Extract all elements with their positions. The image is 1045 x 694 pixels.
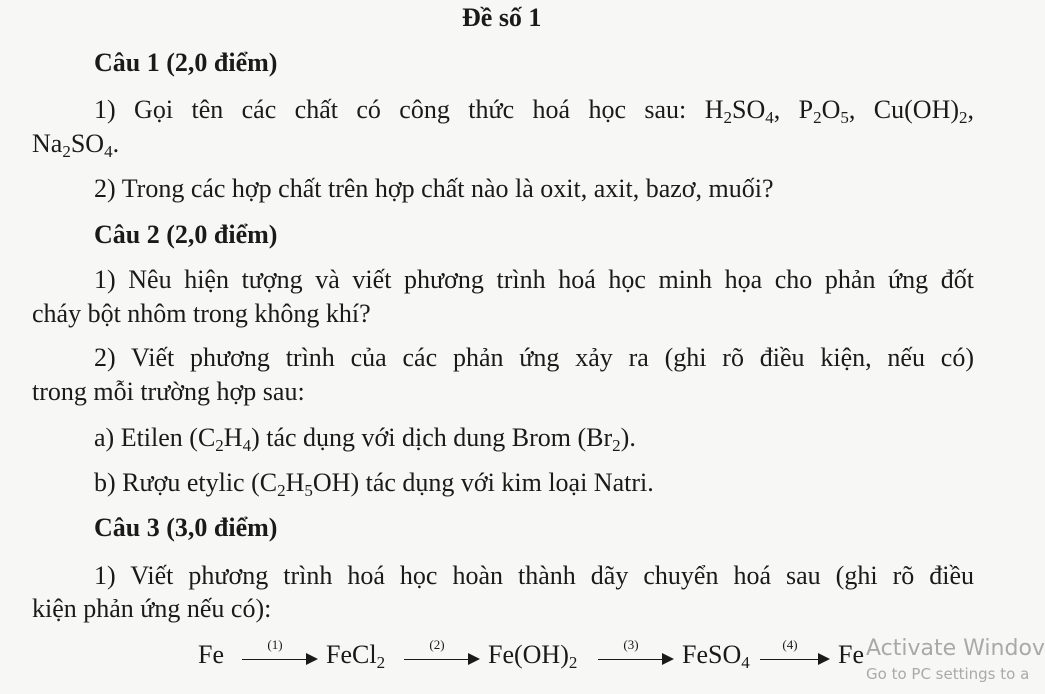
question-2-part-2-line-1: 2) Viết phương trình của các phản ứng xảy ra (ghi rõ điều kiện, nếu có) bbox=[94, 343, 974, 372]
question-2-part-1-line-1: 1) Nêu hiện tượng và viết phương trình hoá học minh họa cho phản ứng đốt bbox=[94, 265, 974, 294]
activate-windows-watermark: Activate Windov bbox=[866, 636, 1045, 661]
q1-p1-text: 1) Gọi tên các chất có công thức hoá học sau: bbox=[94, 95, 687, 124]
chain-node-feoh2: $Fe(OH)_2$ bbox=[488, 640, 578, 672]
question-1-part-1 bbox=[94, 95, 974, 125]
chain-arrow-1 bbox=[242, 638, 318, 674]
activate-windows-subtext: Go to PC settings to a bbox=[866, 665, 1030, 683]
arrow-head-icon bbox=[306, 653, 318, 665]
question-2-heading: Câu 2 (2,0 điểm) bbox=[94, 220, 278, 249]
arrow-head-icon bbox=[468, 653, 480, 665]
question-2-part-1-line-2: cháy bột nhôm trong không khí? bbox=[32, 299, 371, 328]
question-2-item-a: a) Etilen $(C_2H_4)$ tác dụng với dịch dung Brom $(Br_2)$. bbox=[94, 423, 636, 455]
formula-cuoh2: $Cu(OH)_2$, bbox=[873, 95, 975, 127]
chain-arrow-3 bbox=[598, 638, 674, 674]
chain-node-fe-final: Fe bbox=[838, 640, 864, 669]
chain-node-feso4: FeSO$_4$ bbox=[682, 640, 750, 672]
arrow-head-icon bbox=[818, 653, 830, 665]
question-3-part-1-line-1: 1) Viết phương trình hoá học hoàn thành dãy chuyển hoá sau (ghi rõ điều bbox=[94, 561, 974, 590]
chain-arrow-4 bbox=[760, 638, 830, 674]
formula-br2: $Br_2$ bbox=[586, 423, 621, 455]
question-1-heading: Câu 1 (2,0 điểm) bbox=[94, 48, 278, 77]
page-title: Đề số 1 bbox=[462, 3, 542, 32]
formula-p2o5: $P_2O_5$, bbox=[798, 95, 874, 127]
chain-arrow-1-label: (1) bbox=[267, 637, 283, 652]
formula-c2h4: $C_2H_4$ bbox=[197, 423, 252, 455]
arrow-head-icon bbox=[662, 653, 674, 665]
chain-arrow-2 bbox=[404, 638, 480, 674]
question-1-part-2: 2) Trong các hợp chất trên hợp chất nào là oxit, axit, bazơ, muối? bbox=[94, 174, 774, 203]
question-3-heading: Câu 3 (3,0 điểm) bbox=[94, 513, 278, 542]
question-2-item-b: b) Rượu etylic $(C_2H_5OH)$ tác dụng với kim loại Natri. bbox=[94, 468, 654, 500]
formula-na2so4: $Na_2SO_4$. bbox=[32, 129, 120, 161]
chain-node-fecl2: FeCl$_2$ bbox=[326, 640, 386, 672]
chain-arrow-2-label: (2) bbox=[429, 637, 445, 652]
formula-c2h5oh: $C_2H_5OH$ bbox=[259, 468, 351, 500]
question-2-part-2-line-2: trong mỗi trường hợp sau: bbox=[32, 377, 305, 406]
question-3-part-1-line-2: kiện phản ứng nếu có): bbox=[32, 594, 272, 623]
chain-arrow-3-label: (3) bbox=[623, 637, 639, 652]
formula-h2so4: $H_2SO_4$, bbox=[704, 95, 799, 127]
chain-node-fe: Fe bbox=[198, 640, 224, 669]
chain-arrow-4-label: (4) bbox=[782, 637, 798, 652]
